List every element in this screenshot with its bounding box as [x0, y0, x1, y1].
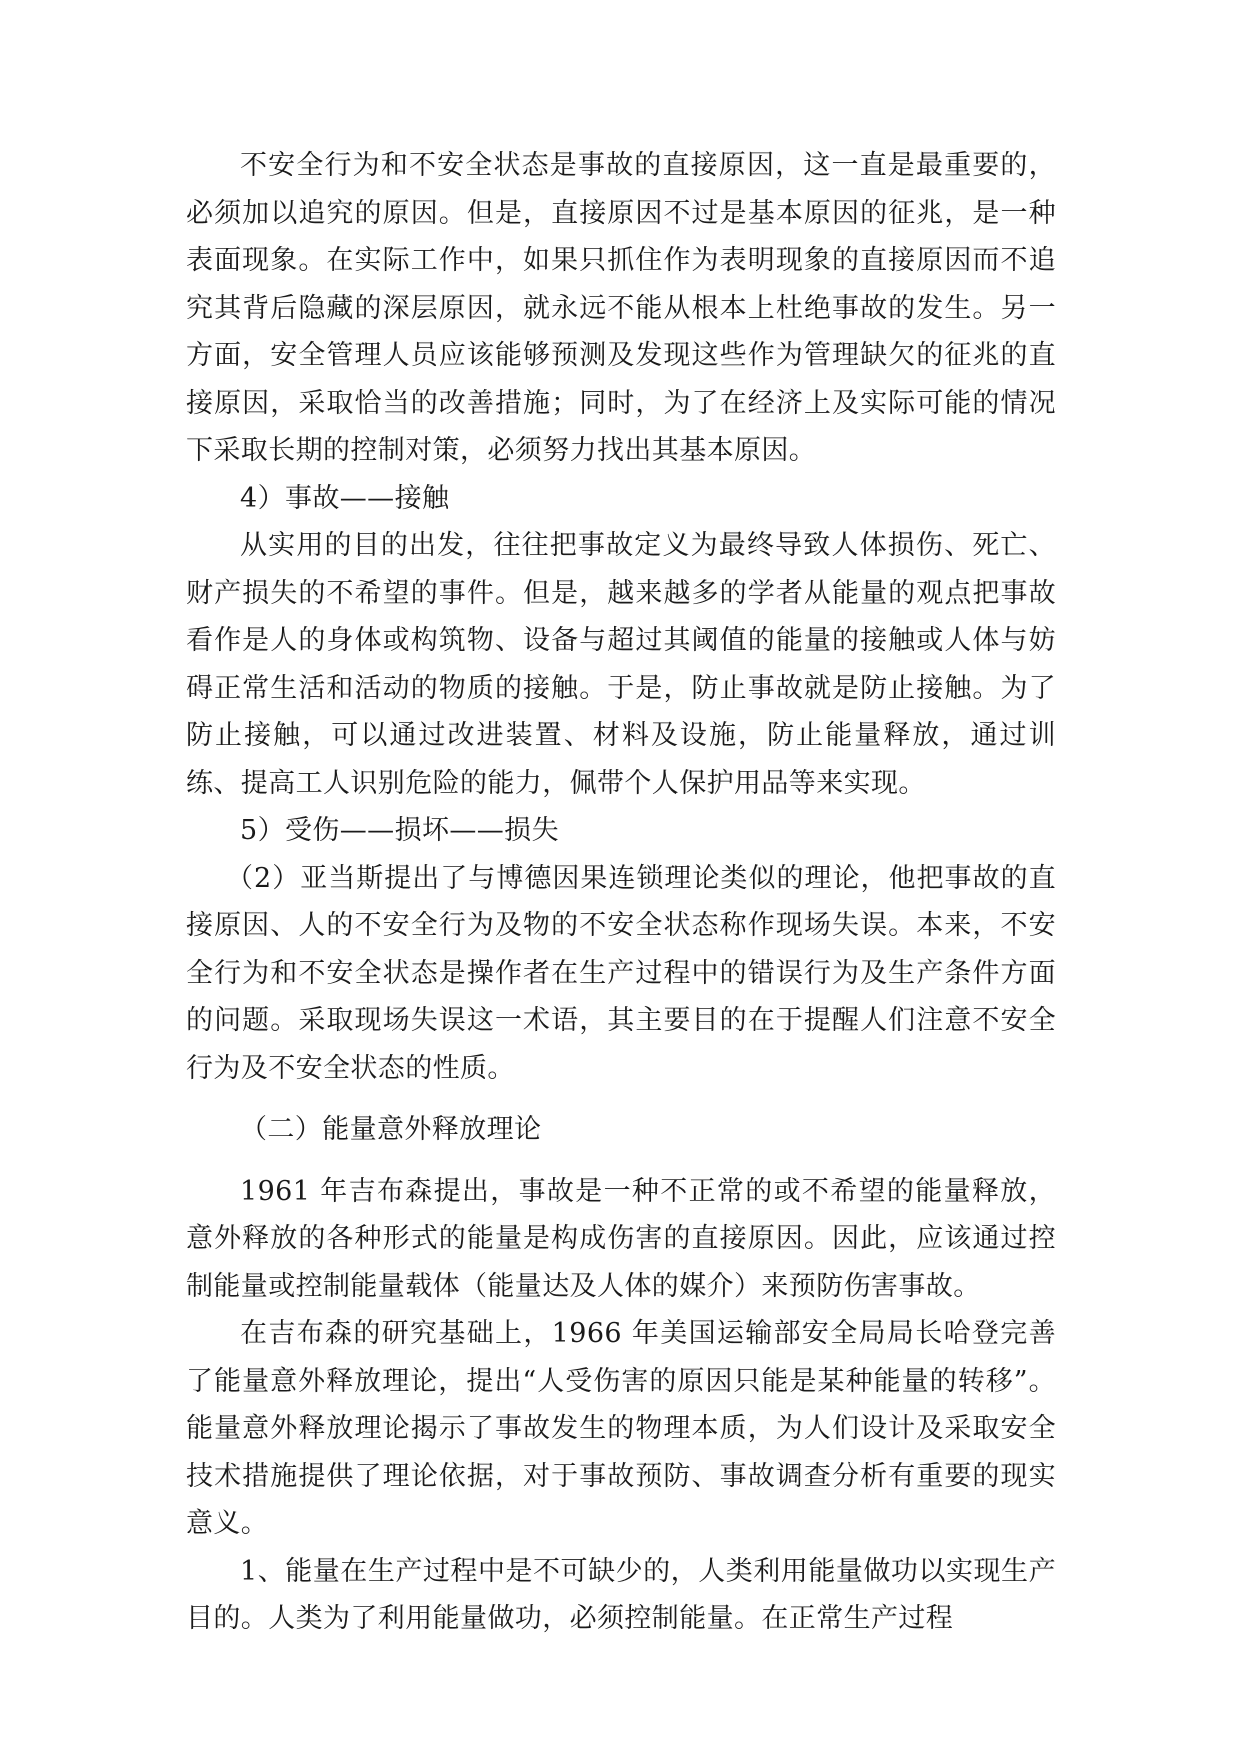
heading-energy-release-theory: （二）能量意外释放理论	[240, 1114, 542, 1145]
paragraph-gibson-1961: 1961 年吉布森提出，事故是一种不正常的或不希望的能量释放，意外释放的各种形式的能量是构成伤害的直接原因。因此，应该通过控制能量或控制能量载体（能量达及人体的媒介）来预防伤害事故。	[186, 1175, 1056, 1302]
heading-accident-contact: 4）事故——接触	[240, 482, 450, 514]
heading-injury-damage-loss: 5）受伤——损坏——损失	[240, 815, 559, 846]
document-page	[186, 142, 1056, 1643]
paragraph-haddon-1966: 在吉布森的研究基础上，1966 年美国运输部安全局局长哈登完善了能量意外释放理论，提出“人受伤害的原因只能是某种能量的转移”。 能量意外释放理论揭示了事故发生的物理本质，为人们设计及采取安全技术措施提供了理论依据，对于事故预防、事故调查分析有重要的现实意义。	[186, 1318, 1056, 1539]
paragraph-accident-definition: 从实用的目的出发，往往把事故定义为最终导致人体损伤、死亡、财产损失的不希望的事件。但是，越来越多的学者从能量的观点把事故看作是人的身体或构筑物、设备与超过其阈值的能量的接触或人体与妨碍正常生活和活动的物质的接触。于是，防止事故就是防止接触。为了防止接触，可以通过改进装置、材料及设施，防止能量释放，通过训练、提高工人识别危险的能力，佩带个人保护用品等来实现。	[186, 530, 1056, 799]
paragraph-energy-in-production: 1、能量在生产过程中是不可缺少的，人类利用能量做功以实现生产目的。人类为了利用能量做功，必须控制能量。在正常生产过程	[186, 1555, 1056, 1634]
paragraph-direct-cause: 不安全行为和不安全状态是事故的直接原因，这一直是最重要的，必须加以追究的原因。但是，直接原因不过是基本原因的征兆，是一种表面现象。在实际工作中，如果只抓住作为表明现象的直接原因而不追究其背后隐藏的深层原因，就永远不能从根本上杜绝事故的发生。另一方面，安全管理人员应该能够预测及发现这些作为管理缺欠的征兆的直接原因，采取恰当的改善措施；同时，为了在经济上及实际可能的情况下采取长期的控制对策，必须努力找出其基本原因。	[186, 150, 1056, 466]
paragraph-adams-theory: （2）亚当斯提出了与博德因果连锁理论类似的理论，他把事故的直接原因、人的不安全行为及物的不安全状态称作现场失误。本来，不安全行为和不安全状态是操作者在生产过程中的错误行为及生产条件方面的问题。采取现场失误这一术语，其主要目的在于提醒人们注意不安全行为及不安全状态的性质。	[186, 862, 1056, 1084]
